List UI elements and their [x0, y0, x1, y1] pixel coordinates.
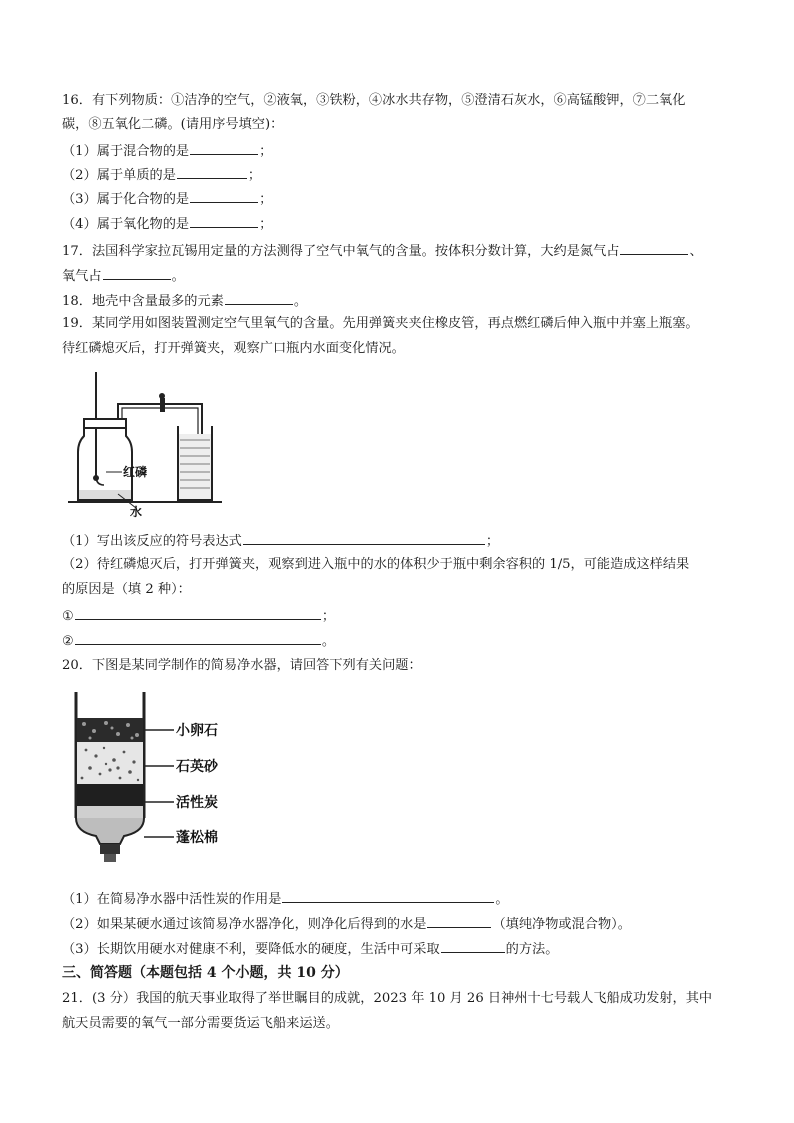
q19-sub2-line1: （2）待红磷熄灭后，打开弹簧夹，观察到进入瓶中的水的体积少于瓶中剩余容积的 1/5，可能造成这样结果 [62, 557, 690, 572]
section3-title: 三、简答题（本题包括 4 个小题，共 10 分） [62, 965, 349, 981]
q17-oxygen-blank[interactable] [103, 265, 171, 280]
q19-equation-blank[interactable] [243, 530, 485, 545]
q16-stem-line1: 16．有下列物质：①洁净的空气，②液氧，③铁粉，④冰水共存物，⑤澄清石灰水，⑥高锰酸钾，⑦二氧化 [62, 93, 686, 108]
label-red-phosphorus: 红磷 [123, 465, 148, 479]
q19-reason1-blank[interactable] [75, 605, 321, 620]
q19-stem-line1: 19．某同学用如图装置测定空气里氧气的含量。先用弹簧夹夹住橡皮管，再点燃红磷后伸入瓶中并塞上瓶塞。 [62, 316, 699, 331]
q19-reason2-end: 。 [321, 634, 336, 649]
label-water: 水 [130, 505, 143, 518]
label-cotton: 蓬松棉 [176, 830, 218, 846]
q17-line2-text: 氧气占 [62, 269, 102, 284]
q20-sub2 [62, 913, 631, 935]
q17-line1-text: 17．法国科学家拉瓦锡用定量的方法测得了空气中氧气的含量。按体积分数计算，大约是氮气占 [62, 244, 620, 259]
q17-line1 [62, 240, 703, 262]
q19-apparatus-figure [60, 368, 230, 518]
q16-sub2-end: ； [247, 168, 262, 183]
q18-line [62, 290, 307, 312]
q16-sub4-label: （4）属于氧化物的是 [62, 217, 190, 232]
q20-sub3-end: 的方法。 [505, 942, 559, 957]
q16-sub3-end: ； [259, 192, 273, 207]
q19-reason2 [62, 630, 335, 652]
q16-sub4-end: ； [259, 217, 273, 232]
q20-sub2-label: （2）如果某硬水通过该简易净水器净化，则净化后得到的水是 [62, 917, 427, 932]
q20-sub2-end: （填纯净物或混合物）。 [492, 917, 631, 932]
q16-sub3 [62, 188, 272, 210]
q20-sub3-blank[interactable] [441, 938, 505, 953]
q16-sub2-label: （2）属于单质的是 [62, 168, 176, 183]
q16-sub2 [62, 164, 261, 186]
q16-stem-line2: 碳，⑧五氧化二磷。(请用序号填空)： [62, 117, 284, 132]
q19-reason1-marker: ① [62, 609, 74, 624]
q19-sub1-end: ； [485, 534, 500, 549]
q19-stem-line2: 待红磷熄灭后，打开弹簧夹，观察广口瓶内水面变化情况。 [62, 341, 405, 356]
label-activated-carbon: 活性炭 [176, 795, 218, 811]
q18-end: 。 [293, 294, 308, 309]
q20-sub2-blank[interactable] [427, 913, 491, 928]
q19-reason1 [62, 605, 335, 627]
q18-answer-blank[interactable] [225, 290, 293, 305]
label-pebbles: 小卵石 [176, 723, 218, 739]
q16-sub3-label: （3）属于化合物的是 [62, 192, 190, 207]
q20-water-purifier-figure [70, 690, 260, 875]
q20-sub3 [62, 938, 558, 960]
label-quartz-sand: 石英砂 [176, 759, 218, 775]
q17-line1-sep: 、 [689, 244, 703, 259]
q16-sub1-answer-blank[interactable] [190, 140, 258, 155]
q19-sub1 [62, 530, 499, 552]
q19-sub1-label: （1）写出该反应的符号表达式 [62, 534, 242, 549]
q16-sub2-answer-blank[interactable] [177, 164, 247, 179]
q17-nitrogen-blank[interactable] [620, 240, 688, 255]
q16-sub4-answer-blank[interactable] [190, 213, 258, 228]
q16-sub4 [62, 213, 272, 235]
q20-sub1 [62, 888, 509, 910]
q20-sub3-label: （3）长期饮用硬水对健康不利，要降低水的硬度，生活中可采取 [62, 942, 440, 957]
q18-text: 18．地壳中含量最多的元素 [62, 294, 224, 309]
q19-reason2-marker: ② [62, 634, 74, 649]
q21-line1: 21．(3 分）我国的航天事业取得了举世瞩目的成就，2023 年 10 月 26 日神州十七号载人飞船成功发射，其中 [62, 991, 713, 1006]
q17-line2-end: 。 [171, 269, 185, 284]
q16-sub3-answer-blank[interactable] [190, 188, 258, 203]
q20-sub1-label: （1）在简易净水器中活性炭的作用是 [62, 892, 282, 907]
q16-sub1-end: ； [259, 144, 273, 159]
q17-line2 [62, 265, 185, 287]
q20-sub1-end: 。 [495, 892, 509, 907]
q16-sub1 [62, 140, 272, 162]
q20-sub1-blank[interactable] [282, 888, 494, 903]
q19-reason1-end: ； [321, 609, 336, 624]
q21-line2: 航天员需要的氧气一部分需要货运飞船来运送。 [62, 1016, 339, 1031]
q19-reason2-blank[interactable] [75, 630, 321, 645]
q19-sub2-line2: 的原因是（填 2 种）： [62, 582, 191, 597]
q20-stem: 20．下图是某同学制作的简易净水器，请回答下列有关问题： [62, 658, 422, 673]
q16-sub1-label: （1）属于混合物的是 [62, 144, 190, 159]
